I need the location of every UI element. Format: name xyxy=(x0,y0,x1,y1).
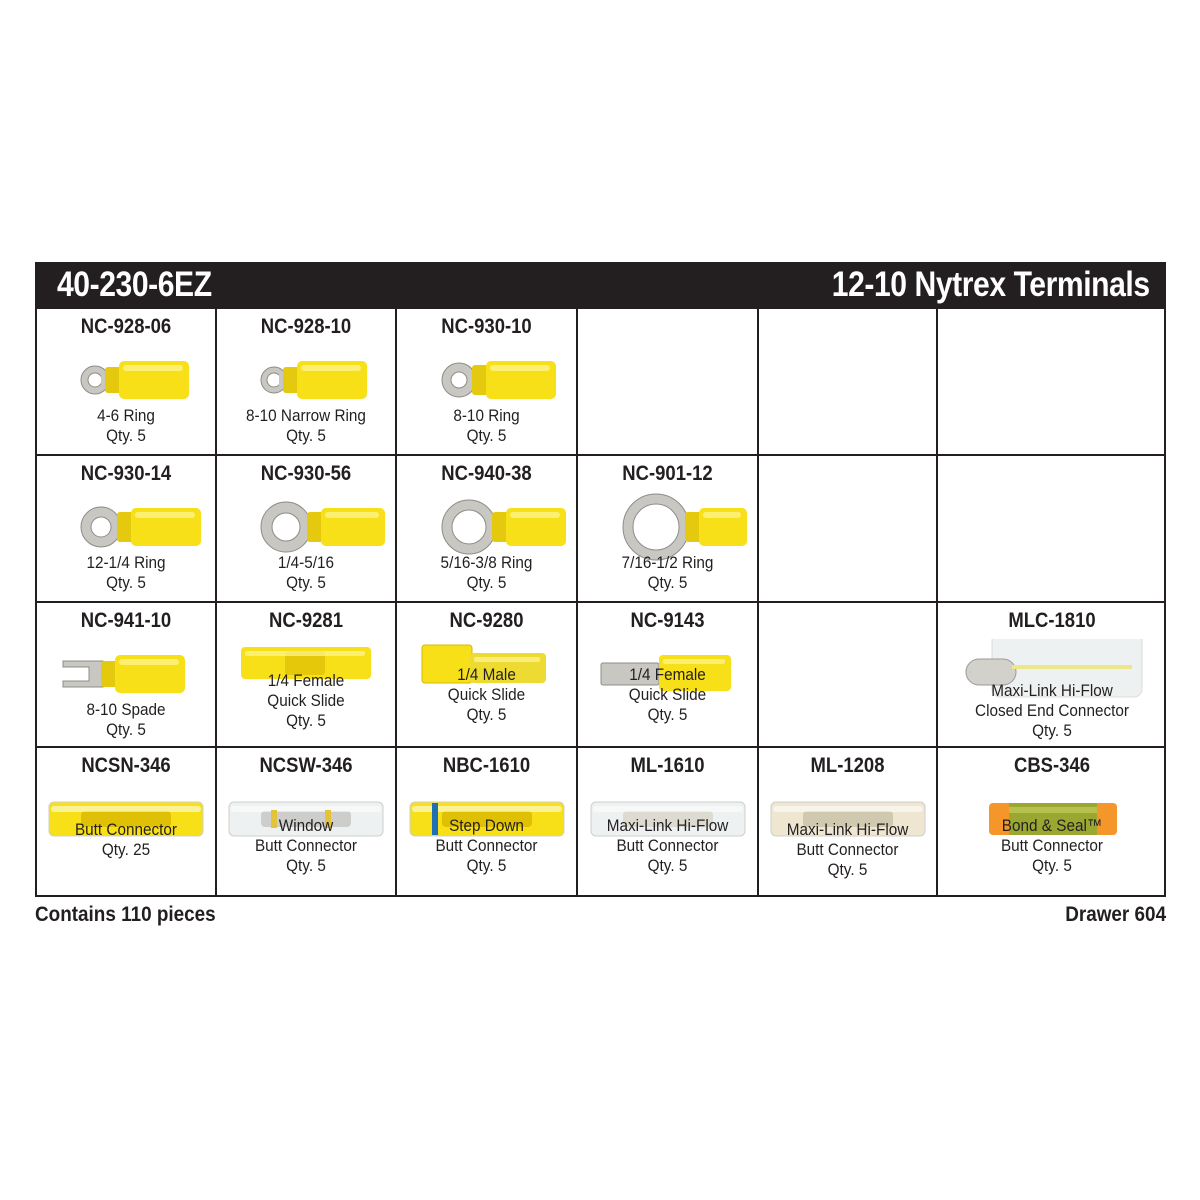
part-number: NC-940-38 xyxy=(441,462,532,485)
quantity-label: Qty. 25 xyxy=(101,840,151,859)
description-line: 1/4 Female xyxy=(267,671,345,690)
part-description xyxy=(406,553,567,593)
part-description xyxy=(46,820,206,860)
quantity-label: Qty. 5 xyxy=(1032,721,1072,740)
description-line: Quick Slide xyxy=(267,691,345,710)
description-line: Maxi-Link Hi-Flow xyxy=(786,820,909,839)
ring-terminal-icon xyxy=(217,492,395,562)
description-line: Butt Connector xyxy=(254,836,358,855)
kit-title: 12-10 Nytrex Terminals xyxy=(832,265,1150,304)
description-line: 8-10 Narrow Ring xyxy=(246,406,366,425)
part-description xyxy=(226,406,386,446)
part-number: NC-928-06 xyxy=(80,315,172,338)
piece-count: Contains 110 pieces xyxy=(35,903,216,926)
quantity-label: Qty. 5 xyxy=(466,573,507,592)
quantity-label: Qty. 5 xyxy=(647,705,688,724)
description-line: Maxi-Link Hi-Flow xyxy=(606,816,729,835)
part-description xyxy=(587,816,748,876)
description-line: Closed End Connector xyxy=(975,701,1129,720)
compartment-nc-930-14 xyxy=(37,456,217,603)
description-line: Maxi-Link Hi-Flow xyxy=(991,681,1113,700)
empty-compartment xyxy=(938,309,1166,456)
quantity-label: Qty. 5 xyxy=(647,856,688,875)
quantity-label: Qty. 5 xyxy=(466,426,507,445)
part-number: NC-9281 xyxy=(269,609,343,632)
drawer-label: Drawer 604 xyxy=(1065,903,1166,926)
compartment-nc-928-06 xyxy=(37,309,217,456)
kit-sheet xyxy=(35,262,1166,897)
part-number: CBS-346 xyxy=(1013,754,1091,777)
compartment-mlc-1810 xyxy=(938,603,1166,748)
part-description xyxy=(226,553,386,593)
part-description xyxy=(949,816,1154,876)
quantity-label: Qty. 5 xyxy=(286,711,326,730)
part-number: ML-1208 xyxy=(810,754,885,777)
description-line: Butt Connector xyxy=(616,836,719,855)
quantity-label: Qty. 5 xyxy=(286,426,326,445)
description-line: 12-1/4 Ring xyxy=(86,553,166,572)
description-line: Butt Connector xyxy=(796,840,899,859)
quantity-label: Qty. 5 xyxy=(106,573,146,592)
description-line: 1/4 Male xyxy=(457,665,516,684)
description-line: 8-10 Spade xyxy=(86,700,166,719)
kit-part-number: 40-230-6EZ xyxy=(57,265,212,304)
part-number: NCSN-346 xyxy=(81,754,171,777)
compartment-cbs-346 xyxy=(938,748,1166,895)
compartment-nc-941-10 xyxy=(37,603,217,748)
ring-terminal-icon xyxy=(397,492,576,562)
part-number: NC-930-10 xyxy=(441,315,532,338)
quantity-label: Qty. 5 xyxy=(106,426,146,445)
part-description xyxy=(406,665,567,725)
description-line: Quick Slide xyxy=(447,685,526,704)
kit-header xyxy=(35,262,1166,309)
ring-terminal-icon xyxy=(397,345,576,415)
description-line: Bond & Seal™ xyxy=(1001,816,1103,835)
quantity-label: Qty. 5 xyxy=(106,720,146,739)
compartment-nc-9143 xyxy=(578,603,759,748)
part-description xyxy=(406,406,567,446)
description-line: Butt Connector xyxy=(74,820,178,839)
part-description xyxy=(406,816,567,876)
description-line: Butt Connector xyxy=(435,836,538,855)
description-line: 5/16-3/8 Ring xyxy=(440,553,533,572)
part-description xyxy=(768,820,927,880)
compartment-nc-930-56 xyxy=(217,456,397,603)
ring-terminal-icon xyxy=(37,345,215,415)
description-line: Butt Connector xyxy=(1000,836,1104,855)
empty-compartment xyxy=(759,456,938,603)
description-line: 1/4 Female xyxy=(629,665,706,684)
part-number: NC-928-10 xyxy=(260,315,352,338)
compartment-grid xyxy=(35,309,1166,897)
empty-compartment xyxy=(759,309,938,456)
part-number: ML-1610 xyxy=(630,754,705,777)
description-line: 7/16-1/2 Ring xyxy=(621,553,714,572)
part-number: NCSW-346 xyxy=(259,754,353,777)
part-number: NC-930-14 xyxy=(80,462,172,485)
part-number: NBC-1610 xyxy=(442,754,531,777)
quantity-label: Qty. 5 xyxy=(286,573,326,592)
part-description xyxy=(226,671,386,731)
description-line: Step Down xyxy=(449,816,524,835)
empty-compartment xyxy=(578,309,759,456)
part-number: NC-930-56 xyxy=(260,462,352,485)
quantity-label: Qty. 5 xyxy=(466,705,507,724)
part-number: NC-941-10 xyxy=(80,609,172,632)
part-description xyxy=(46,406,206,446)
empty-compartment xyxy=(759,603,938,748)
part-number: MLC-1810 xyxy=(1008,609,1096,632)
compartment-ncsw-346 xyxy=(217,748,397,895)
compartment-ncsn-346 xyxy=(37,748,217,895)
part-number: NC-9280 xyxy=(449,609,524,632)
quantity-label: Qty. 5 xyxy=(827,860,868,879)
part-description xyxy=(587,553,748,593)
ring-terminal-icon xyxy=(217,345,395,415)
description-line: 4-6 Ring xyxy=(97,406,155,425)
quantity-label: Qty. 5 xyxy=(466,856,507,875)
compartment-ml-1610 xyxy=(578,748,759,895)
part-description xyxy=(226,816,386,876)
quantity-label: Qty. 5 xyxy=(1032,856,1072,875)
part-description xyxy=(46,700,206,740)
part-description xyxy=(587,665,748,725)
compartment-nc-930-10 xyxy=(397,309,578,456)
quantity-label: Qty. 5 xyxy=(286,856,326,875)
part-description xyxy=(46,553,206,593)
description-line: 8-10 Ring xyxy=(453,406,520,425)
ring-terminal-icon xyxy=(37,492,215,562)
description-line: 1/4-5/16 xyxy=(277,553,335,572)
compartment-nc-9280 xyxy=(397,603,578,748)
description-line: Quick Slide xyxy=(628,685,707,704)
compartment-ml-1208 xyxy=(759,748,938,895)
ring-terminal-icon xyxy=(578,492,757,562)
spade-terminal-icon xyxy=(37,639,215,709)
part-number: NC-9143 xyxy=(630,609,705,632)
compartment-nc-940-38 xyxy=(397,456,578,603)
compartment-nbc-1610 xyxy=(397,748,578,895)
part-number: NC-901-12 xyxy=(622,462,713,485)
description-line: Window xyxy=(278,816,334,835)
compartment-nc-9281 xyxy=(217,603,397,748)
empty-compartment xyxy=(938,456,1166,603)
compartment-nc-928-10 xyxy=(217,309,397,456)
quantity-label: Qty. 5 xyxy=(647,573,688,592)
part-description xyxy=(949,681,1154,741)
compartment-nc-901-12 xyxy=(578,456,759,603)
